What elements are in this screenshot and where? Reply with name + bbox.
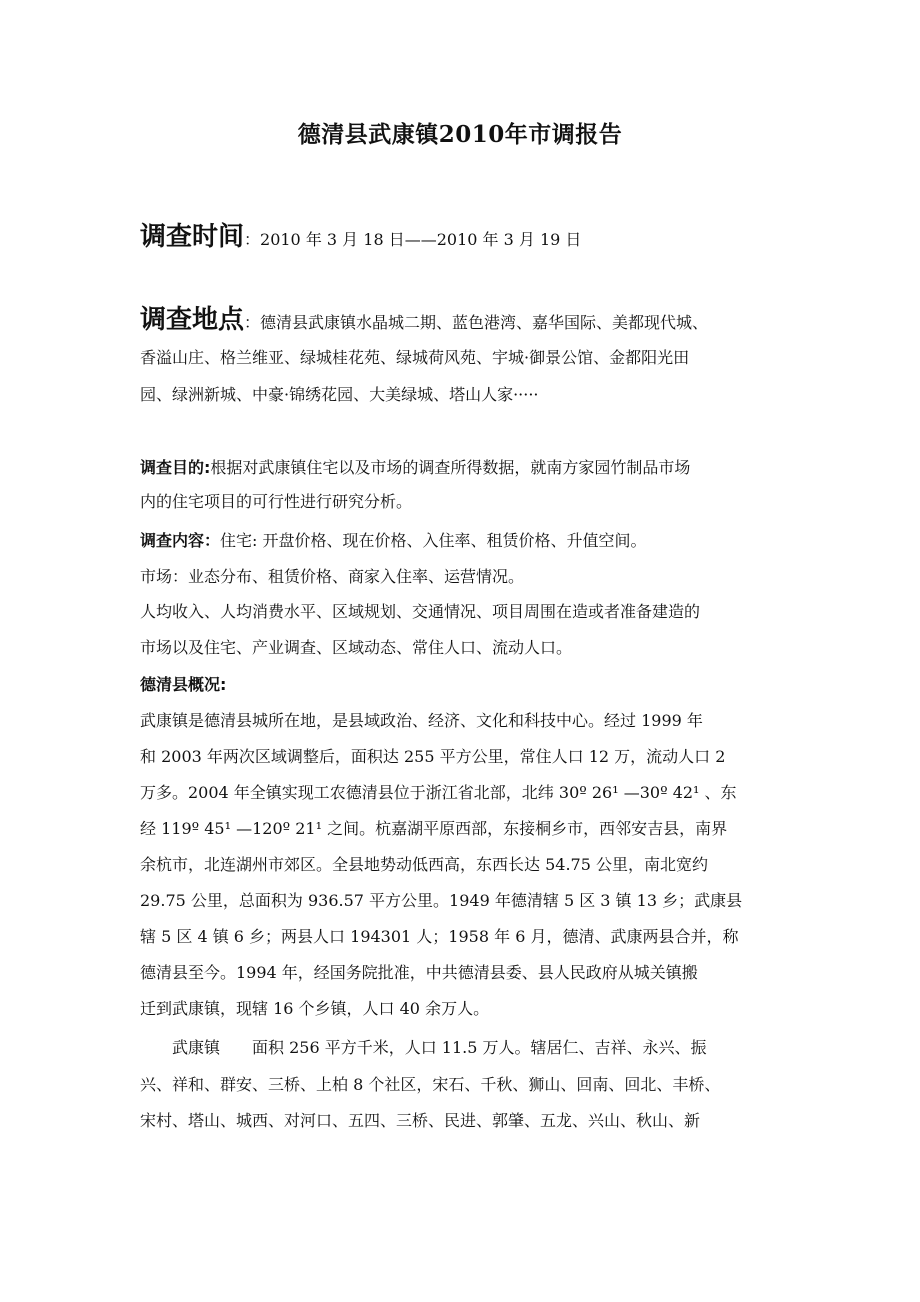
survey-time-value: ：2010 年 3 月 18 日——2010 年 3 月 19 日 (244, 230, 582, 249)
survey-content-line-2: 市场：业态分布、租赁价格、商家入住率、运营情况。 (140, 567, 525, 586)
overview-line-5: 余杭市，北连湖州市郊区。全县地势动低西高，东西长达 54.75 公里，南北宽约 (140, 855, 708, 874)
wukang-line-1: 武康镇 面积 256 平方千米，人口 11.5 万人。辖居仁、吉祥、永兴、振 (140, 1038, 707, 1057)
survey-purpose-line-1: 根据对武康镇住宅以及市场的调查所得数据，就南方家园竹制品市场 (210, 458, 691, 477)
survey-location-label: 调查地点 (140, 305, 245, 335)
overview-line-6: 29.75 公里，总面积为 936.57 平方公里。1949 年德清辖 5 区 3 镇 13 乡；武康县 (140, 891, 743, 910)
survey-location-line-1: ：德清县武康镇水晶城二期、蓝色港湾、嘉华国际、美都现代城、 (244, 313, 709, 332)
wukang-line-2: 兴、祥和、群安、三桥、上柏 8 个社区，宋石、千秋、狮山、回南、回北、丰桥、 (140, 1075, 721, 1094)
overview-line-9: 迁到武康镇，现辖 16 个乡镇，人口 40 余万人。 (140, 999, 490, 1018)
survey-content-row (140, 528, 790, 554)
overview-line-7: 辖 5 区 4 镇 6 乡；两县人口 194301 人；1958 年 6 月，德清、武康两县合并，称 (140, 927, 739, 946)
survey-location-row (140, 303, 790, 340)
survey-purpose-line-2: 内的住宅项目的可行性进行研究分析。 (140, 492, 413, 511)
overview-line-3: 万多。2004 年全镇实现工农德清县位于浙江省北部，北纬 30º 26¹ —30º 42¹ 、东 (140, 783, 737, 802)
survey-purpose-label: 调查目的: (140, 458, 211, 477)
overview-heading: 德清县概况: (140, 675, 227, 694)
overview-line-1: 武康镇是德清县城所在地，是县域政治、经济、文化和科技中心。经过 1999 年 (140, 711, 703, 730)
survey-purpose-row (140, 455, 790, 481)
survey-content-label: 调查内容： (140, 531, 221, 550)
overview-line-8: 德清县至今。1994 年，经国务院批准，中共德清县委、县人民政府从城关镇搬 (140, 963, 698, 982)
survey-content-line-4: 市场以及住宅、产业调查、区域动态、常住人口、流动人口。 (140, 638, 573, 657)
survey-time-label: 调查时间 (140, 222, 245, 252)
page-title: 德清县武康镇2010年市调报告 (297, 121, 623, 148)
survey-content-line-3: 人均收入、人均消费水平、区域规划、交通情况、项目周围在造或者准备建造的 (140, 602, 701, 621)
overview-line-4: 经 119º 45¹ —120º 21¹ 之间。杭嘉湖平原西部，东接桐乡市，西邻安吉县，南界 (140, 819, 728, 838)
overview-line-2: 和 2003 年两次区域调整后，面积达 255 平方公里，常住人口 12 万，流动人口 2 (140, 747, 726, 766)
survey-location-line-2: 香溢山庄、格兰维亚、绿城桂花苑、绿城荷风苑、宇城·御景公馆、金都阳光田 (140, 348, 690, 367)
survey-content-line-1: 住宅: 开盘价格、现在价格、入住率、租赁价格、升值空间。 (220, 531, 647, 550)
wukang-line-3: 宋村、塔山、城西、对河口、五四、三桥、民进、郭肇、五龙、兴山、秋山、新 (140, 1111, 701, 1130)
survey-time-row (140, 220, 790, 257)
survey-location-line-3: 园、绿洲新城、中豪·锦绣花园、大美绿城、塔山人家····· (140, 385, 539, 404)
